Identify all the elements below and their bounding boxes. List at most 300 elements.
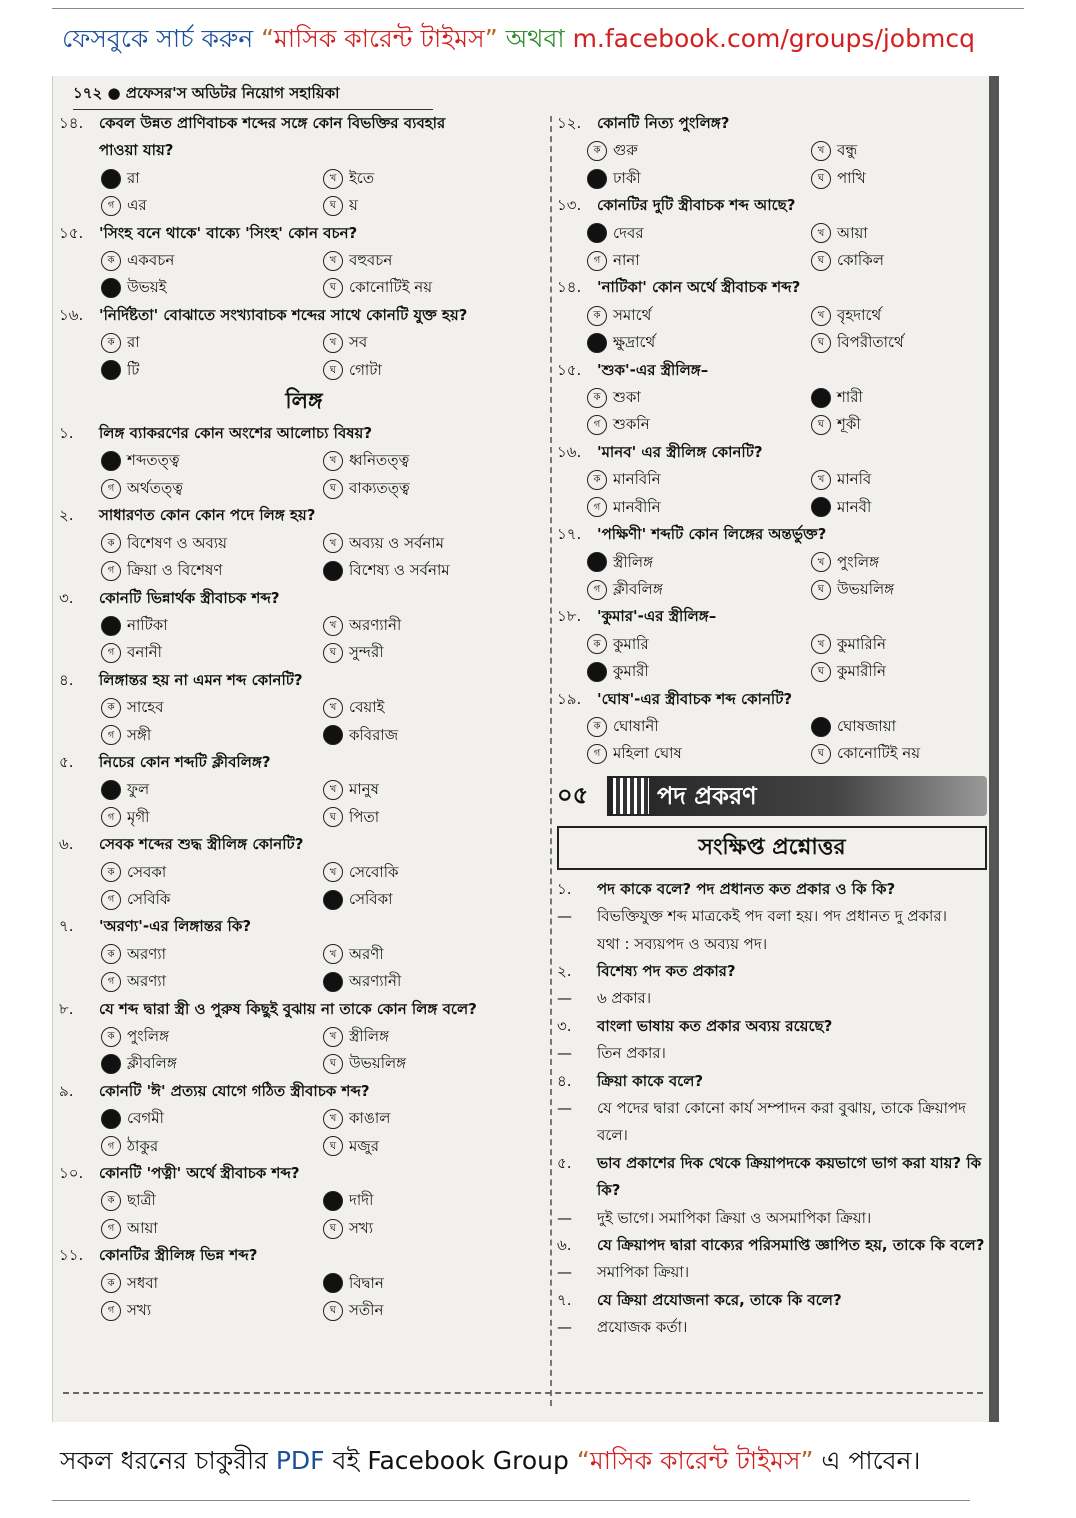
options-grid (59, 776, 549, 831)
option-text: বেয়াই (349, 698, 385, 717)
question-text: কোনটির দুটি স্ত্রীবাচক শব্দ আছে? (597, 196, 796, 215)
top-rule (52, 8, 1024, 9)
short-qa-list (557, 876, 987, 1342)
short-answer-text-2: যথা : সব্যয়পদ ও অব্যয় পদ। (597, 934, 768, 953)
option-text: অরণ্যানী (349, 972, 402, 991)
option-marker-icon: খ (811, 470, 831, 490)
option (587, 658, 811, 685)
option-marker-icon: গ (101, 1136, 121, 1156)
options-grid (59, 612, 549, 667)
question-row (59, 913, 549, 940)
short-answer-text: যে পদের দ্বারা কোনো কার্য সম্পাদন করা বুঝায়, তাকে ক্রিয়াপদ বলে। (597, 1099, 967, 1145)
short-question-text: যে ক্রিয়াপদ দ্বারা বাক্যের পরিসমাপ্তি জ্ঞাপিত হয়, তাকে কি বলে? (597, 1236, 985, 1255)
answer-filled-icon (323, 1191, 343, 1211)
option-text: সেবকা (127, 862, 167, 881)
option-text: পুংলিঙ্গ (127, 1027, 170, 1045)
header-quote-open: “ (261, 24, 275, 53)
option-text: বন্ধু (837, 141, 858, 160)
question-number: ১৮. (557, 607, 582, 626)
option (101, 1270, 323, 1297)
question-row (557, 110, 987, 137)
option (811, 411, 987, 438)
option-marker-icon: গ (101, 561, 121, 581)
option-marker-icon: গ (101, 643, 121, 663)
chapter-title-bar (607, 776, 987, 816)
question-number: ১৬. (557, 442, 582, 461)
answer-filled-icon (587, 169, 607, 189)
option-text: কুমারিনি (837, 634, 886, 653)
option (811, 631, 987, 658)
option (101, 639, 323, 666)
option-marker-icon: ক (587, 141, 607, 161)
header-or: অথবা (497, 24, 573, 53)
option (323, 357, 549, 384)
option-text: বিশেষণ ও অব্যয় (127, 533, 227, 552)
question-text: 'মানব' এর স্ত্রীলিঙ্গ কোনটি? (597, 442, 763, 461)
question-text: কোনটি 'ঈ' প্রত্যয় যোগে গঠিত স্ত্রীবাচক শব্দ? (99, 1081, 370, 1100)
option-text: স্ত্রীলিঙ্গ (613, 552, 654, 571)
option (101, 1105, 323, 1132)
short-question-number: ৩. (557, 1016, 572, 1035)
option (811, 494, 987, 521)
option-text: মানবীনি (613, 497, 661, 516)
answer-filled-icon (101, 451, 121, 471)
question-number: ১৯. (557, 689, 582, 708)
answer-filled-icon (587, 333, 607, 353)
short-question-text: বাংলা ভাষায় কত প্রকার অব্যয় রয়েছে? (597, 1016, 833, 1035)
question-row (59, 420, 549, 447)
question-number: ৯. (59, 1081, 74, 1100)
option-text: রা (127, 333, 140, 352)
option-text: উভয়লিঙ্গ (349, 1054, 407, 1073)
scanned-book-page (52, 76, 999, 1422)
option-marker-icon: গ (101, 196, 121, 216)
question-row (557, 192, 987, 219)
option-text: নানা (613, 251, 640, 270)
option-text: অরণ্যা (127, 944, 167, 963)
question-text: 'অরণ্য'-এর লিঙ্গান্তর কি? (99, 917, 252, 936)
option-text: কোকিল (837, 251, 884, 270)
option-text: মানবিনি (613, 470, 661, 489)
option (323, 639, 549, 666)
option-marker-icon: খ (323, 1027, 343, 1047)
option (101, 530, 323, 557)
question-text: কেবল উন্নত প্রাণিবাচক শব্দের সঙ্গে কোন বিভক্তির ব্যবহার (99, 114, 446, 132)
question-text: 'নির্দিষ্টতা' বোঝাতে সংখ্যাবাচক শব্দের সাথে কোনটি যুক্ত হয়? (99, 305, 468, 324)
subsection-title: সংক্ষিপ্ত প্রশ্নোত্তর (557, 826, 987, 870)
option-marker-icon: ক (101, 1191, 121, 1211)
question-text: কোনটি নিত্য পুংলিঙ্গ? (597, 114, 730, 132)
option (811, 247, 987, 274)
option-text: ঘোষানী (613, 716, 659, 735)
option-marker-icon: খ (323, 780, 343, 800)
option (323, 968, 549, 995)
option-marker-icon: ক (587, 388, 607, 408)
option-text: সখ্য (349, 1218, 374, 1237)
option-marker-icon: খ (323, 862, 343, 882)
option (323, 1105, 549, 1132)
option-text: শব্দতত্ত্ব (127, 451, 180, 470)
option (587, 631, 811, 658)
option-marker-icon: ক (101, 333, 121, 353)
option-text: ক্রিয়া ও বিশেষণ (127, 561, 223, 580)
question-text: 'নাটিকা' কোন অর্থে স্ত্রীবাচক শব্দ? (597, 278, 801, 297)
short-question-number: ১. (557, 879, 572, 898)
header-banner (62, 16, 1042, 62)
option-text: সঙ্গী (127, 725, 152, 744)
option (587, 220, 811, 247)
answer-filled-icon (101, 1109, 121, 1129)
option (323, 329, 549, 356)
option (101, 447, 323, 474)
option-text: মানবি (837, 470, 872, 489)
option-marker-icon: গ (101, 1301, 121, 1321)
options-grid (557, 384, 987, 439)
option (323, 612, 549, 639)
option (587, 494, 811, 521)
question-row (59, 585, 549, 612)
section-title-linga: লিঙ্গ (285, 389, 323, 415)
option (101, 612, 323, 639)
question-text: কোনটি 'পত্নী' অর্থে স্ত্রীবাচক শব্দ? (99, 1164, 300, 1183)
option (811, 137, 987, 164)
question-row (59, 502, 549, 529)
option-marker-icon: ঘ (323, 479, 343, 499)
option-marker-icon: ক (101, 533, 121, 553)
option-text: ক্লীবলিঙ্গ (127, 1054, 177, 1073)
option-text: আয়া (837, 223, 868, 242)
short-question-number: ৪. (557, 1071, 572, 1090)
option-text: সাহেব (127, 698, 164, 717)
options-grid (59, 941, 549, 996)
option-marker-icon: খ (323, 533, 343, 553)
options-grid (59, 694, 549, 749)
question-text: সাধারণত কোন কোন পদে লিঙ্গ হয়? (99, 506, 316, 525)
option (101, 247, 323, 274)
option (587, 466, 811, 493)
option (101, 1133, 323, 1160)
options-grid (59, 447, 549, 502)
option (101, 941, 323, 968)
option-text: বহুবচন (349, 251, 393, 270)
option (101, 357, 323, 384)
option (101, 776, 323, 803)
question-row (59, 667, 549, 694)
option-text: স্ত্রীলিঙ্গ (349, 1027, 390, 1045)
option-marker-icon: ঘ (811, 251, 831, 271)
footer-quote-open: “ (576, 1446, 590, 1475)
option-marker-icon: ক (101, 944, 121, 964)
option (323, 530, 549, 557)
option (587, 549, 811, 576)
option (811, 466, 987, 493)
question-row (557, 603, 987, 630)
question-row (59, 996, 549, 1023)
option-marker-icon: গ (101, 479, 121, 499)
answer-filled-icon (101, 1054, 121, 1074)
option-marker-icon: ঘ (811, 169, 831, 189)
question-number: ১৪. (557, 278, 582, 297)
option-text: পুংলিঙ্গ (837, 552, 880, 571)
option-marker-icon: খ (323, 944, 343, 964)
option-marker-icon: খ (323, 616, 343, 636)
option-marker-icon: খ (811, 141, 831, 161)
option (101, 329, 323, 356)
footer-banner (60, 1438, 1020, 1484)
option-marker-icon: ক (587, 470, 607, 490)
question-text: নিচের কোন শব্দটি ক্লীবলিঙ্গ? (99, 752, 271, 771)
short-answer-text: প্রযোজক কর্তা। (597, 1318, 688, 1337)
option (811, 549, 987, 576)
option (811, 165, 987, 192)
footer-group-name: মাসিক কারেন্ট টাইমস (589, 1446, 801, 1475)
answer-filled-icon (101, 780, 121, 800)
question-text: 'সিংহ বনে থাকে' বাক্যে 'সিংহ' কোন বচন? (99, 223, 358, 242)
left-questions-block-2 (59, 420, 549, 1324)
option-marker-icon: ঘ (323, 1136, 343, 1156)
option-marker-icon: খ (323, 698, 343, 718)
option-marker-icon: গ (101, 972, 121, 992)
option-text: অরণী (349, 944, 384, 963)
option (323, 1133, 549, 1160)
bottom-rule (52, 1500, 970, 1501)
option-text: অর্থতত্ত্ব (127, 478, 183, 497)
option (323, 247, 549, 274)
option-text: শুকনি (613, 415, 650, 434)
answer-filled-icon (101, 278, 121, 298)
question-number: ৭. (59, 917, 74, 936)
answer-filled-icon (101, 616, 121, 636)
right-questions-block (557, 110, 987, 768)
options-grid (59, 247, 549, 302)
question-text: লিঙ্গান্তর হয় না এমন শব্দ কোনটি? (99, 670, 303, 689)
option (323, 557, 549, 584)
page-edge (989, 76, 999, 1422)
option-text: ঢাকী (613, 168, 641, 187)
option-marker-icon: খ (323, 169, 343, 189)
short-question (557, 876, 987, 903)
options-grid (557, 549, 987, 604)
option (101, 1187, 323, 1214)
option (101, 192, 323, 219)
question-row (557, 521, 987, 548)
option-text: ইতে (349, 168, 375, 187)
question-number: ১৭. (557, 525, 582, 544)
options-grid (59, 1187, 549, 1242)
short-question (557, 1013, 987, 1040)
answer-filled-icon (323, 561, 343, 581)
option (323, 886, 549, 913)
short-answer (557, 903, 987, 930)
option-text: আয়া (127, 1218, 158, 1237)
option (811, 329, 987, 356)
option-text: সতীন (349, 1301, 384, 1320)
option-marker-icon: ঘ (811, 333, 831, 353)
answer-dash: — (557, 1318, 572, 1337)
option (323, 1187, 549, 1214)
option (323, 694, 549, 721)
option (101, 1050, 323, 1077)
option-marker-icon: খ (811, 306, 831, 326)
option-text: পিতা (349, 807, 380, 826)
answer-filled-icon (811, 717, 831, 737)
option-text: সেবিকি (127, 889, 171, 908)
option (587, 384, 811, 411)
option-marker-icon: ক (101, 251, 121, 271)
option-marker-icon: গ (101, 1219, 121, 1239)
header-text: ফেসবুকে সার্চ করুন (62, 24, 262, 53)
option-text: সমার্থে (613, 305, 652, 324)
option-marker-icon: খ (323, 251, 343, 271)
option (587, 713, 811, 740)
option (323, 941, 549, 968)
option (323, 475, 549, 502)
footer-text-2: বই Facebook Group (324, 1446, 577, 1475)
option-text: সব (349, 333, 368, 352)
option-marker-icon: ঘ (323, 643, 343, 663)
option-marker-icon: খ (811, 634, 831, 654)
header-group-name: মাসিক কারেন্ট টাইমস (274, 24, 485, 53)
option-text: ক্লীবলিঙ্গ (613, 579, 663, 598)
short-answer (557, 1095, 987, 1150)
options-grid (59, 859, 549, 914)
short-answer-text: দুই ভাগে। সমাপিকা ক্রিয়া ও অসমাপিকা ক্রিয়া। (597, 1208, 872, 1227)
question-text: 'ঘোষ'-এর স্ত্রীবাচক শব্দ কোনটি? (597, 689, 793, 708)
banner-stripes-icon (613, 778, 649, 814)
question-text: কোনটির স্ত্রীলিঙ্গ ভিন্ন শব্দ? (99, 1246, 258, 1265)
option-marker-icon: ক (587, 306, 607, 326)
header-url-link[interactable]: m.facebook.com/groups/jobmcq (572, 24, 975, 53)
option (101, 694, 323, 721)
option (101, 886, 323, 913)
answer-filled-icon (101, 169, 121, 189)
options-grid (59, 329, 549, 384)
option-text: অরণ্যানী (349, 615, 402, 634)
short-question-text: পদ কাকে বলে? পদ প্রধানত কত প্রকার ও কি কি? (597, 879, 896, 898)
short-answer (557, 1314, 987, 1341)
question-text: 'কুমার'-এর স্ত্রীলিঙ্গ– (597, 607, 717, 626)
option (323, 1270, 549, 1297)
option-marker-icon: ঘ (323, 360, 343, 380)
question-number: ১৪. (59, 114, 84, 132)
option (101, 475, 323, 502)
short-question-text: বিশেষ্য পদ কত প্রকার? (597, 961, 736, 980)
question-text-continued: পাওয়া যায়? (99, 141, 174, 160)
answer-filled-icon (323, 972, 343, 992)
short-answer (557, 985, 987, 1012)
option (587, 165, 811, 192)
short-answer-text: তিন প্রকার। (597, 1044, 666, 1063)
question-number: ৬. (59, 835, 74, 854)
option-text: বনানী (127, 643, 162, 662)
option-marker-icon: খ (323, 1109, 343, 1129)
option-marker-icon: ঘ (811, 744, 831, 764)
option (587, 576, 811, 603)
option-text: গোটা (349, 360, 382, 379)
answer-filled-icon (587, 552, 607, 572)
option (811, 302, 987, 329)
answer-filled-icon (323, 890, 343, 910)
question-text: যে শব্দ দ্বারা স্ত্রী ও পুরুষ কিছুই বুঝায় না তাকে কোন লিঙ্গ বলে? (99, 999, 477, 1018)
options-grid (59, 165, 549, 220)
answer-filled-icon (811, 497, 831, 517)
footer-quote-close: ” (800, 1446, 814, 1475)
option-text: ছাত্রী (127, 1191, 156, 1210)
options-grid (59, 1270, 549, 1325)
chapter-title: পদ প্রকরণ (657, 781, 757, 810)
option-text: ঘোষজায়া (837, 716, 896, 735)
option-marker-icon: ঘ (323, 1219, 343, 1239)
option-text: মহিলা ঘোষ (613, 744, 682, 763)
question-number: ১৩. (557, 196, 582, 215)
option (587, 137, 811, 164)
short-question-number: ৭. (557, 1290, 572, 1309)
option-marker-icon: ঘ (811, 415, 831, 435)
question-number: ১২. (557, 114, 582, 132)
question-row (59, 1078, 549, 1105)
option-marker-icon: গ (587, 744, 607, 764)
option-marker-icon: ক (101, 698, 121, 718)
option (101, 274, 323, 301)
answer-dash: — (557, 989, 572, 1008)
option-text: বৃহদার্থে (837, 305, 882, 324)
question-number: ৫. (59, 752, 74, 771)
answer-filled-icon (323, 1273, 343, 1293)
option-text: সেবোকি (349, 862, 399, 881)
question-row (59, 1242, 549, 1269)
option-text: মজুর (349, 1136, 379, 1155)
question-number: ৮. (59, 999, 74, 1018)
option (101, 165, 323, 192)
left-column (59, 110, 549, 1324)
option-text: কুমারীনি (837, 662, 886, 681)
short-question (557, 1287, 987, 1314)
option-text: কুমারি (613, 634, 649, 653)
option-marker-icon: ক (101, 862, 121, 882)
options-grid (557, 220, 987, 275)
options-grid (557, 137, 987, 192)
short-question (557, 958, 987, 985)
short-answer-text: সমাপিকা ক্রিয়া। (597, 1263, 690, 1282)
option-text: ঠাকুর (127, 1136, 159, 1155)
option-text: কাঙাল (349, 1109, 391, 1128)
option (587, 411, 811, 438)
option-text: অরণ্যা (127, 972, 167, 991)
option-marker-icon: ঘ (323, 1054, 343, 1074)
option-text: এর (127, 196, 147, 215)
footer-text: সকল ধরনের চাকুরীর (60, 1446, 276, 1475)
running-head: ১৭২ ● প্রফেসর'স অডিটর নিয়োগ সহায়িকা (73, 82, 433, 110)
option-marker-icon: ক (101, 1027, 121, 1047)
option-text: বাক্যতত্ত্ব (349, 478, 410, 497)
option-text: কবিরাজ (349, 725, 399, 744)
option-marker-icon: ক (587, 717, 607, 737)
answer-dash: — (557, 1263, 572, 1282)
option (323, 165, 549, 192)
option-marker-icon: ঘ (811, 580, 831, 600)
question-text: 'পক্ষিণী' শব্দটি কোন লিঙ্গের অন্তর্ভুক্ত? (597, 525, 827, 544)
option-marker-icon: গ (587, 580, 607, 600)
option-text: মানুষ (349, 780, 379, 799)
option-text: বেগমী (127, 1109, 164, 1128)
option (811, 220, 987, 247)
answer-indent (557, 931, 593, 958)
question-text: লিঙ্গ ব্যাকরণের কোন অংশের আলোচ্য বিষয়? (99, 424, 373, 443)
left-questions-block-1 (59, 110, 549, 384)
option (323, 274, 549, 301)
option-marker-icon: ক (101, 1273, 121, 1293)
chapter-number: ০৫ (557, 781, 589, 810)
